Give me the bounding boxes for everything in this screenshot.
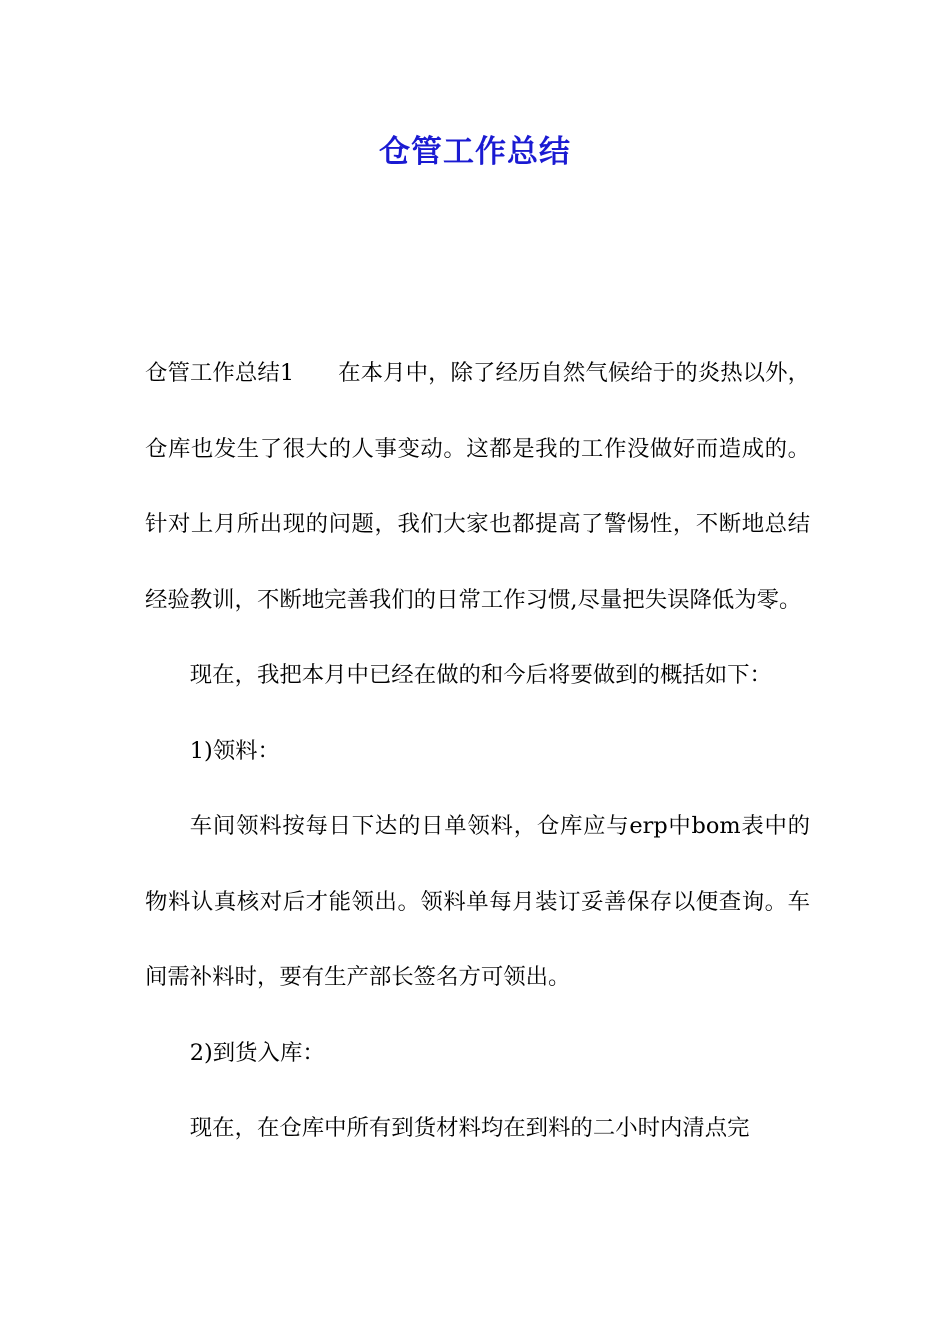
inline-heading: 仓管工作总结1 <box>145 360 295 386</box>
section-heading-2: 2)到货入库： <box>189 1039 325 1066</box>
paragraph-1-text: 在本月中，除了经历自然气候给于的炎热以外，仓库也发生了很大的人事变动。这都是我的工作没做好而造成的。针对上月所出现的问题，我们大家也都提高了警惕性，不断地总结经验教训，不断地完善我们的日常工作习惯,尽量把失误降低为零。 <box>145 360 811 613</box>
paragraph-4: 现在，在仓库中所有到货材料均在到料的二小时内清点完 <box>189 1115 750 1141</box>
section-heading-1: 1)领料： <box>189 737 280 764</box>
document-body <box>145 336 810 1167</box>
document-title: 仓管工作总结 <box>379 134 571 170</box>
paragraph-3: 车间领料按每日下达的日单领料，仓库应与erp中bom表中的物料认真核对后才能领出。领料单每月装订妥善保存以便查询。车间需补料时，要有生产部长签名方可领出。 <box>145 813 810 990</box>
paragraph-2: 现在，我把本月中已经在做的和今后将要做到的概括如下： <box>189 662 772 688</box>
paragraph-1 <box>145 336 810 638</box>
